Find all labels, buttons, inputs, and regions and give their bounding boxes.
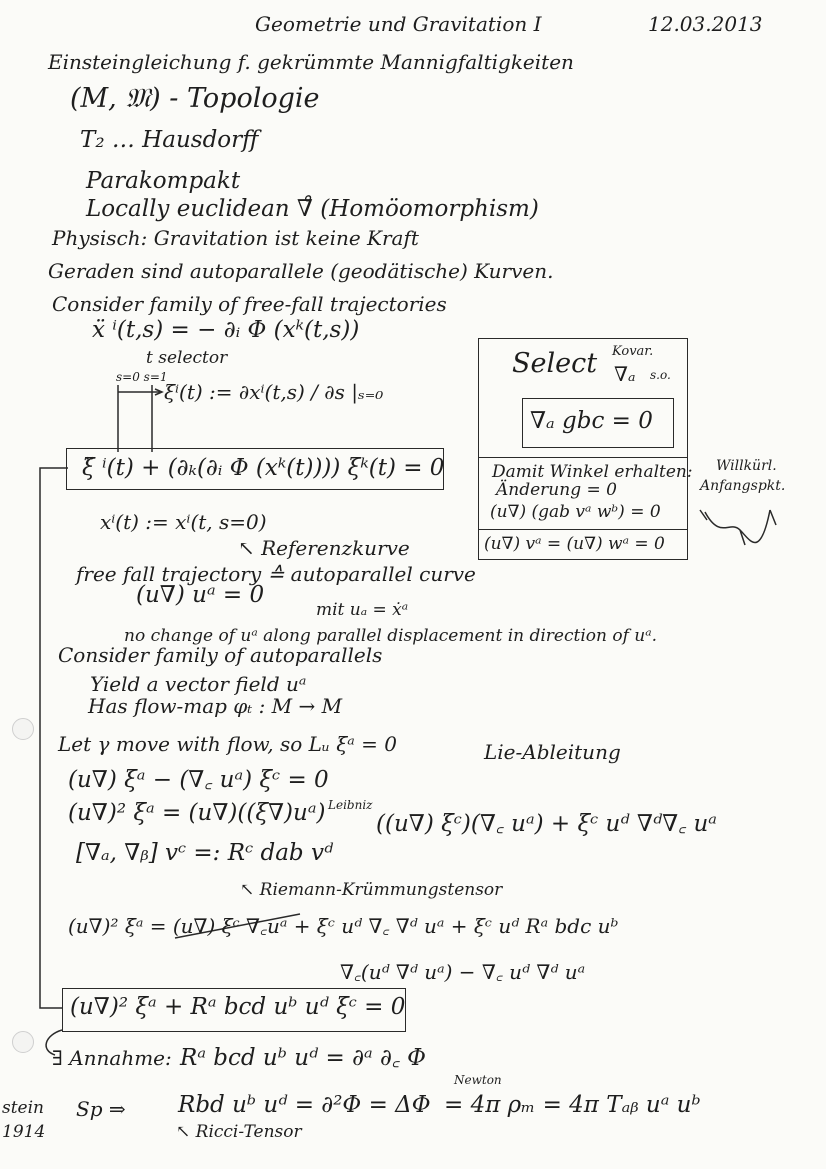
note-line: Einsteingleichung f. gekrümmte Mannigfaltigkeiten [48,50,574,74]
equation: (u∇)² ξᵃ + Rᵃ bcd uᵇ uᵈ ξᶜ = 0 [70,994,406,1020]
note-line: (M, 𝔐) - Topologie [70,83,320,114]
equation: [∇ₐ, ∇ᵦ] vᶜ =: Rᶜ dab vᵈ [76,840,334,866]
note-line: Geraden sind autoparallele (geodätische) Kurven. [48,259,554,283]
side-box-title: Select [512,348,598,379]
note-line: ↖ Riemann-Krümmungstensor [240,880,503,900]
equation: ∇꜀(uᵈ ∇ᵈ uᵃ) − ∇꜀ uᵈ ∇ᵈ uᵃ [340,960,586,984]
note-line: Yield a vector field uᵃ [90,672,307,696]
equation: = 4π ρₘ = 4π Tₐᵦ uᵃ uᵇ [444,1092,701,1118]
note-line: ∃ Annahme: [52,1046,172,1070]
side-note: Willkürl. [716,458,777,474]
page-date: 12.03.2013 [648,12,763,36]
divider [478,529,688,530]
note-line: ↖ Ricci-Tensor [176,1122,302,1142]
note-line: stein [2,1098,45,1118]
equation: xⁱ(t) := xⁱ(t, s=0) [100,510,267,534]
equation: Rᵃ bcd uᵇ uᵈ = ∂ᵃ ∂꜀ Φ [180,1045,426,1071]
side-box-text: Damit Winkel erhalten: [492,462,693,482]
note-line: mit uₐ = ẋᵃ [316,600,409,620]
side-box-text: (u∇) vᵃ = (u∇) wᵃ = 0 [484,534,665,554]
equation: ((u∇) ξᶜ)(∇꜀ uᵃ) + ξᶜ uᵈ ∇ᵈ∇꜀ uᵃ [376,811,717,837]
side-note: Anfangspkt. [700,478,786,494]
note-line: Locally euclidean ∇̊ (Homöomorphism) [86,196,539,222]
note-line: Leibniz [328,798,373,812]
equation: ξⁱ(t) := ∂xⁱ(t,s) / ∂s |ₛ₌₀ [164,380,384,404]
note-line: Consider family of autoparallels [58,643,383,667]
note-line: t selector [146,348,228,368]
side-box-label: Kovar. [612,344,654,359]
equation: ξ̈ ⁱ(t) + (∂ₖ(∂ᵢ Φ (xᵏ(t)))) ξᵏ(t) = 0 [82,455,445,481]
note-line: Parakompakt [86,168,241,194]
side-box-text: Änderung = 0 [496,480,617,500]
side-box-equation: ∇ₐ gbc = 0 [530,408,653,434]
note-line: Let γ move with flow, so Lᵤ ξᵃ = 0 [58,732,397,756]
page-title: Geometrie und Gravitation I [255,12,542,36]
note-line: Sp ⇒ [76,1097,126,1121]
divider [478,457,688,458]
equation: (u∇)² ξᵃ = (u∇) ξᶜ ∇꜀uᵃ + ξᶜ uᵈ ∇꜀ ∇ᵈ uᵃ + ξᶜ uᵈ Rᵃ bdc uᵇ [68,914,619,938]
note-line: Has flow-map φₜ : M → M [88,694,343,718]
side-box-text: (u∇) (gab vᵃ wᵇ) = 0 [490,502,661,522]
note-line: ↖ Referenzkurve [238,536,410,560]
equation: (u∇) ξᵃ − (∇꜀ uᵃ) ξᶜ = 0 [68,767,329,793]
note-line: no change of uᵃ along parallel displacement in direction of uᵃ. [124,626,658,646]
note-line: Lie-Ableitung [484,740,621,764]
equation: ẍ ⁱ(t,s) = − ∂ᵢ Φ (xᵏ(t,s)) [92,317,360,343]
note-line: T₂ … Hausdorff [80,127,259,153]
note-line: s=0 s=1 [116,370,168,384]
note-line: Physisch: Gravitation ist keine Kraft [52,226,419,250]
side-box-label: s.o. [650,368,671,382]
note-line: 1914 [2,1122,46,1142]
note-line: Consider family of free-fall trajectories [52,292,447,316]
side-box-label: ∇ₐ [614,362,636,386]
note-line: free fall trajectory ≙ autoparallel curve [76,562,476,586]
equation: Rbd uᵇ uᵈ = ∂²Φ = ΔΦ [178,1092,431,1118]
equation: (u∇) uᵃ = 0 [136,582,265,608]
note-line: Newton [454,1073,502,1087]
equation: (u∇)² ξᵃ = (u∇)((ξ∇)uᵃ) [68,800,326,826]
